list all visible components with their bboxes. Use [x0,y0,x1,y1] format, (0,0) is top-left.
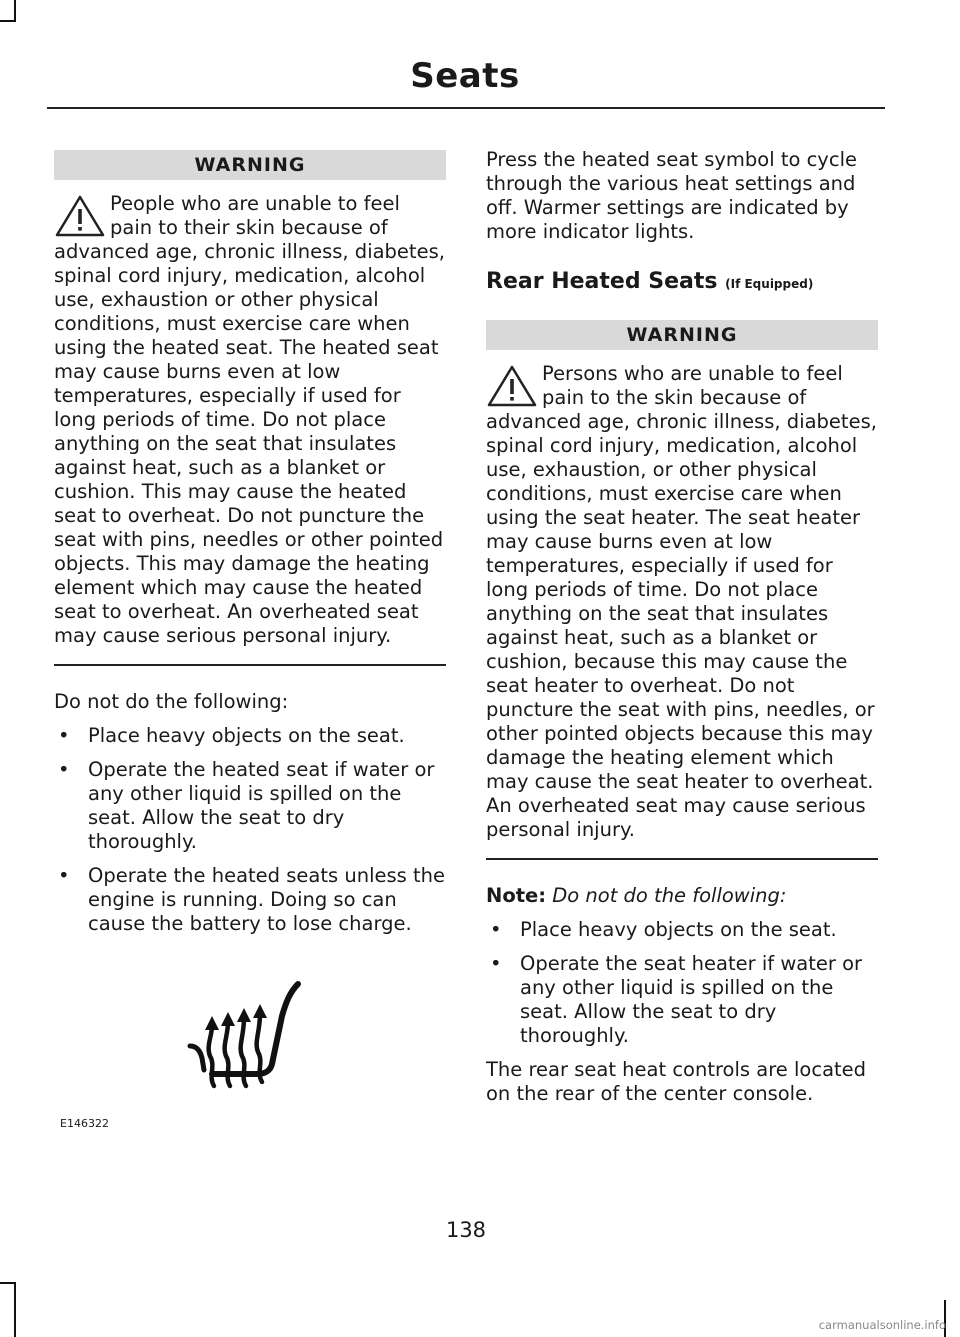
bullet-list [486,918,878,1048]
bullet-dot: • [58,723,70,747]
warning-heading: WARNING [486,320,878,350]
header-rule [47,107,885,109]
note-label: Note: [486,883,547,907]
bullet-dot: • [490,917,502,941]
warning-rule [486,858,878,860]
figure-code: E146322 [60,1117,109,1130]
list-item: • Place heavy objects on the seat. [490,917,837,941]
page-number: 138 [445,1218,487,1242]
intro-text: Press the heated seat symbol to cycle through the various heat settings and off. Warmer settings are indicated by more indicator lights. [486,148,857,243]
warning-text: People who are unable to feel pain to their skin because of advanced age, chronic illness, diabetes, spinal cord injury, medication, alcohol use, exhaustion or other physical conditions, must exercise care when using the heated seat. The heated seat may cause burns even at low temperatures, especially if used for long periods of time. Do not place anything on the seat that insulates against heat, such as a blanket or cushion. This may cause the heated seat to overheat. Do not puncture the seat with pins, needles or other pointed objects. This may damage the heating element which may cause the heated seat to overheat. An overheated seat may cause serious personal injury. [54,192,445,647]
warning-triangle-icon [54,194,106,238]
warning-box [54,192,446,648]
warning-box [486,362,878,842]
bullet-dot: • [58,863,70,887]
crop-mark [0,20,16,22]
section-qualifier: (If Equipped) [725,277,814,291]
list-item: • Operate the heated seat if water or any other liquid is spilled on the seat. Allow the seat to dry thoroughly. [58,757,435,853]
right-column [486,148,878,1106]
page-title: Seats [410,56,520,96]
closing-text: The rear seat heat controls are located on the rear of the center console. [486,1057,867,1105]
warning-heading: WARNING [54,150,446,180]
warning-triangle-icon [486,364,538,408]
list-item: • Place heavy objects on the seat. [58,723,405,747]
left-column [54,150,446,946]
crop-mark [0,1282,16,1284]
bullet-dot: • [58,757,70,781]
note [486,884,878,908]
section-title: Rear Heated Seats [486,269,718,294]
note-text: Do not do the following: [552,883,787,907]
list-item: • Operate the heated seats unless the engine is running. Doing so can cause the battery to lose charge. [58,863,446,935]
list-item: • Operate the seat heater if water or any other liquid is spilled on the seat. Allow the seat to dry thoroughly. [490,951,863,1047]
watermark: carmanualsonline.info [818,1318,946,1332]
heated-seat-icon [186,978,306,1093]
bullet-list [54,724,446,936]
warning-text: Persons who are unable to feel pain to the skin because of advanced age, chronic illness, diabetes, spinal cord injury, medication, alcohol use, exhaustion, or other physical conditions, must exercise care when using the seat heater. The seat heater may cause burns even at low temperatures, especially if used for long periods of time. Do not place anything on the seat that insulates against heat, such as a blanket or cushion, because this may cause the seat heater to overheat. Do not puncture the seat with pins, needles, or other pointed objects because this may damage the heating element which may cause the seat heater to overheat. An overheated seat may cause serious personal injury. [486,362,877,841]
warning-rule [54,664,446,666]
intro-text: Do not do the following: [54,689,289,713]
crop-mark [14,1282,16,1337]
bullet-dot: • [490,951,502,975]
crop-mark [14,0,16,22]
section-heading [486,268,878,298]
